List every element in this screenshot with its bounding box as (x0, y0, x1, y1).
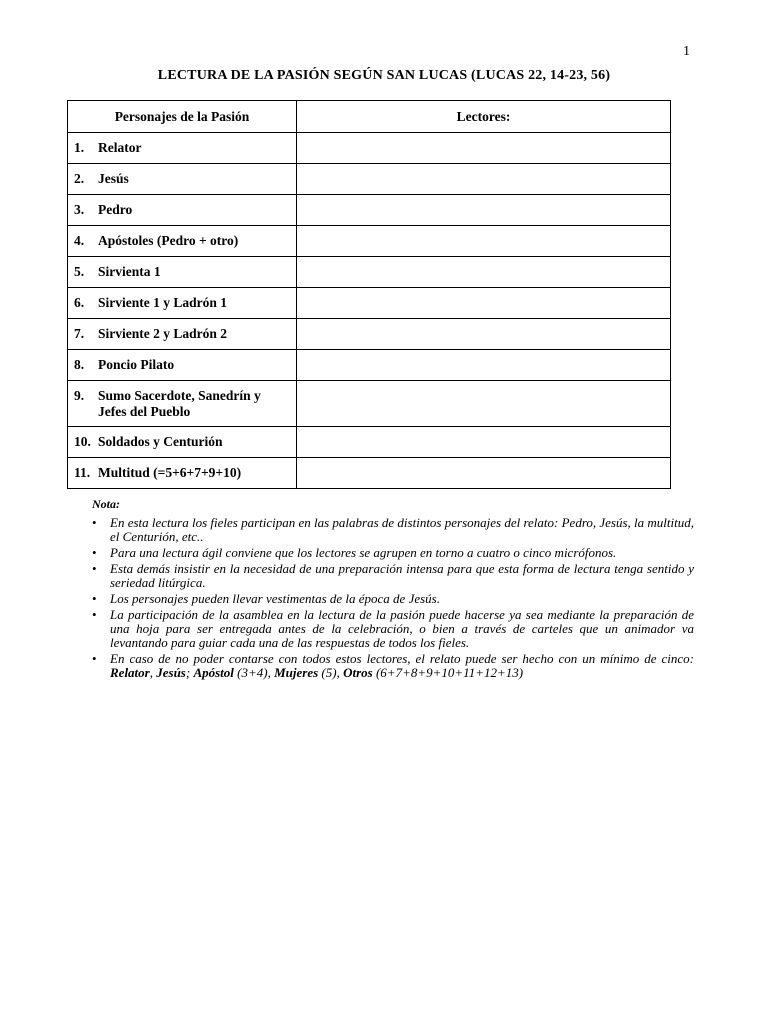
row-number: 2. (74, 171, 85, 186)
character-name: Sumo Sacerdote, Sanedrín y Jefes del Pueblo (98, 387, 261, 419)
note-item: • Los personajes pueden llevar vestimentas de la época de Jesús. (92, 592, 694, 606)
reader-cell[interactable] (297, 288, 671, 319)
notes-list (92, 516, 694, 682)
row-number: 6. (74, 295, 85, 310)
header-characters: Personajes de la Pasión (68, 101, 297, 133)
reader-cell[interactable] (297, 164, 671, 195)
table-header-row (68, 101, 671, 133)
separator: ; (185, 665, 194, 680)
row-number: 8. (74, 357, 85, 372)
apostol-roles: (3+4), (233, 665, 275, 680)
table-row (68, 427, 671, 458)
note-item: • Para una lectura ágil conviene que los lectores se agrupen en torno a cuatro o cinco micrófonos. (92, 546, 694, 560)
reader-cell[interactable] (297, 195, 671, 226)
table-row (68, 164, 671, 195)
separator: , (149, 665, 157, 680)
table-row (68, 458, 671, 489)
character-cell (68, 133, 297, 164)
character-cell (68, 350, 297, 381)
reader-cell[interactable] (297, 427, 671, 458)
character-cell (68, 427, 297, 458)
reader-cell[interactable] (297, 350, 671, 381)
page-number: 1 (683, 44, 690, 59)
character-name: Sirvienta 1 (98, 264, 161, 279)
reader-cell[interactable] (297, 319, 671, 350)
reader-relator: Relator (110, 665, 150, 680)
table-row (68, 226, 671, 257)
mujeres-roles: (5), (318, 665, 344, 680)
reader-cell[interactable] (297, 226, 671, 257)
reader-otros: Otros (343, 665, 373, 680)
table-row (68, 257, 671, 288)
character-cell (68, 195, 297, 226)
table-row (68, 350, 671, 381)
row-number: 4. (74, 233, 85, 248)
table-row (68, 288, 671, 319)
table-row (68, 381, 671, 427)
reader-mujeres: Mujeres (274, 665, 319, 680)
character-cell (68, 319, 297, 350)
character-name: Sirviente 1 y Ladrón 1 (98, 295, 228, 310)
reader-cell[interactable] (297, 381, 671, 427)
character-name: Poncio Pilato (98, 357, 175, 372)
character-name: Jesús (98, 171, 129, 186)
reader-cell[interactable] (297, 458, 671, 489)
row-number: 10. (74, 434, 91, 449)
character-cell (68, 381, 297, 427)
character-cell (68, 226, 297, 257)
reader-jesus: Jesús (156, 665, 186, 680)
reader-cell[interactable] (297, 133, 671, 164)
row-number: 9. (74, 387, 85, 403)
row-number: 11. (74, 465, 91, 480)
readers-table (67, 100, 671, 489)
character-cell (68, 257, 297, 288)
character-name: Pedro (98, 202, 133, 217)
header-readers: Lectores: (297, 101, 671, 133)
character-name: Soldados y Centurión (98, 434, 223, 449)
character-cell (68, 458, 297, 489)
row-number: 5. (74, 264, 85, 279)
row-number: 3. (74, 202, 85, 217)
note-item: • La participación de la asamblea en la lectura de la pasión puede hacerse ya sea mediante la preparación de una hoja para ser entregada antes de la celebración, o bien a través de carteles que un animador va levantando para guiar cada una de las respuestas de todos los fieles. (92, 608, 694, 650)
note-item (92, 652, 694, 680)
note-intro: En caso de no poder contarse con todos estos lectores, el relato puede ser hecho con un mínimo de cinco: (110, 651, 694, 666)
character-name: Multitud (=5+6+7+9+10) (98, 465, 242, 480)
character-name: Apóstoles (Pedro + otro) (98, 233, 239, 248)
reader-cell[interactable] (297, 257, 671, 288)
table-row (68, 319, 671, 350)
reader-apostol: Apóstol (193, 665, 234, 680)
row-number: 7. (74, 326, 85, 341)
character-cell (68, 164, 297, 195)
note-item: • En esta lectura los fieles participan en las palabras de distintos personajes del relato: Pedro, Jesús, la multitud, el Centurión, etc.. (92, 516, 694, 544)
character-cell (68, 288, 297, 319)
note-title: Nota: (92, 497, 120, 511)
row-number: 1. (74, 140, 85, 155)
otros-roles: (6+7+8+9+10+11+12+13) (372, 665, 524, 680)
table-row (68, 195, 671, 226)
character-name: Sirviente 2 y Ladrón 2 (98, 326, 228, 341)
note-item: • Esta demás insistir en la necesidad de una preparación intensa para que esta forma de lectura tenga sentido y seriedad litúrgica. (92, 562, 694, 590)
table-row (68, 133, 671, 164)
document-title: LECTURA DE LA PASIÓN SEGÚN SAN LUCAS (LUCAS 22, 14-23, 56) (157, 68, 611, 83)
character-name: Relator (98, 140, 142, 155)
